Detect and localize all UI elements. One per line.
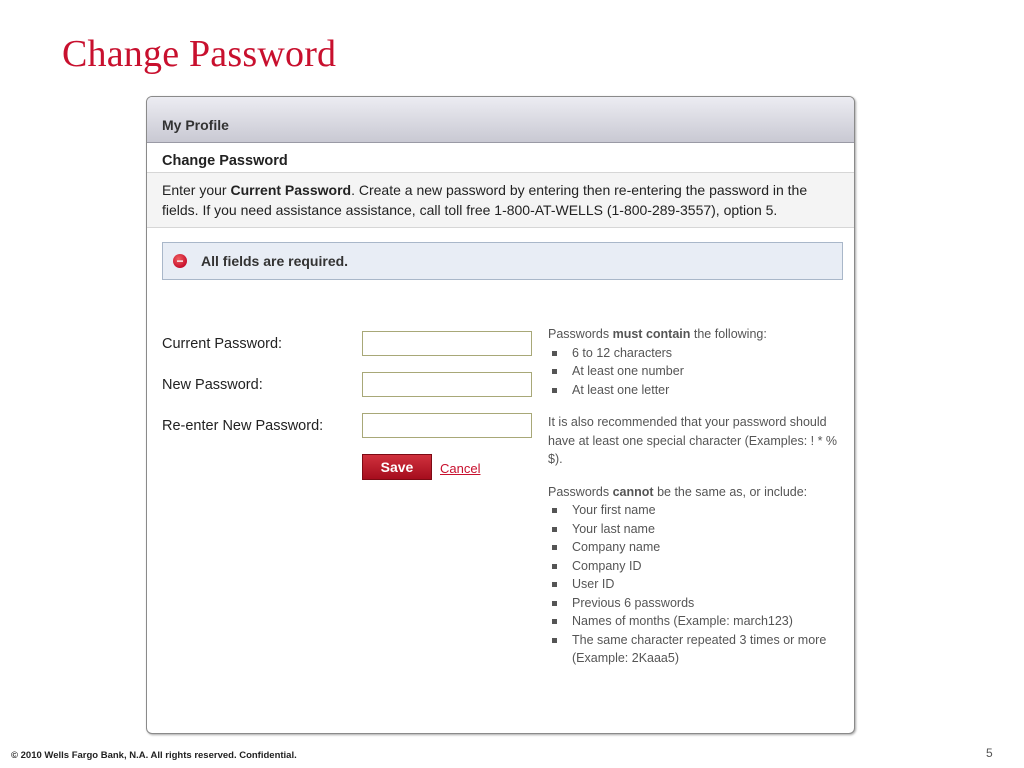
- intro-bold: Current Password: [230, 182, 352, 198]
- intro-text: [147, 173, 854, 228]
- current-password-input[interactable]: [362, 331, 532, 356]
- page-number: 5: [986, 746, 993, 760]
- list-item: Company ID: [548, 557, 838, 576]
- cannot-prefix: Passwords: [548, 484, 613, 499]
- my-profile-panel: [146, 96, 855, 734]
- must-contain-heading: [548, 325, 838, 344]
- must-prefix: Passwords: [548, 327, 613, 341]
- list-item: At least one letter: [548, 381, 838, 400]
- recommend-text: It is also recommended that your password should have at least one special character (Examples: ! * % $).: [548, 415, 838, 466]
- list-item: At least one number: [548, 362, 838, 381]
- current-password-row: [162, 331, 522, 357]
- new-password-input[interactable]: [362, 372, 532, 397]
- cannot-bold: cannot: [612, 484, 654, 499]
- new-password-label: New Password:: [162, 377, 263, 393]
- list-item: The same character repeated 3 times or more (Example: 2Kaaa5): [548, 631, 838, 668]
- list-item: Your last name: [548, 520, 838, 539]
- slide-title: Change Password: [62, 33, 337, 75]
- must-contain-list: [548, 344, 838, 400]
- list-item: User ID: [548, 575, 838, 594]
- current-password-label: Current Password:: [162, 336, 283, 352]
- error-icon: −: [173, 254, 187, 268]
- new-password-row: [162, 372, 522, 398]
- must-bold: must contain: [612, 327, 691, 341]
- reenter-password-input[interactable]: [362, 413, 532, 438]
- save-button[interactable]: Save: [362, 454, 432, 480]
- intro-prefix: Enter your: [162, 182, 231, 198]
- reenter-password-label: Re-enter New Password:: [162, 418, 324, 434]
- section-title: Change Password: [147, 143, 854, 173]
- password-rules: [548, 325, 838, 668]
- copyright-footer: © 2010 Wells Fargo Bank, N.A. All rights reserved. Confidential.: [11, 750, 297, 761]
- intro-suffix: . Create a new password by entering then re-entering the password in the fields. If you need assistance assistance, call toll free 1-800-AT-WELLS (1-800-289-3557), option 5.: [162, 182, 808, 218]
- cannot-heading: [548, 483, 838, 502]
- alert-text: All fields are required.: [201, 253, 349, 269]
- panel-header: My Profile: [147, 97, 854, 143]
- cannot-list: [548, 501, 838, 668]
- reenter-password-row: [162, 413, 522, 439]
- cancel-link[interactable]: Cancel: [440, 461, 481, 476]
- list-item: Previous 6 passwords: [548, 594, 838, 613]
- cannot-suffix: be the same as, or include:: [653, 484, 808, 499]
- must-suffix: the following:: [690, 327, 767, 341]
- list-item: Your first name: [548, 501, 838, 520]
- required-fields-alert: [162, 242, 843, 280]
- list-item: Names of months (Example: march123): [548, 612, 838, 631]
- list-item: 6 to 12 characters: [548, 344, 838, 363]
- list-item: Company name: [548, 538, 838, 557]
